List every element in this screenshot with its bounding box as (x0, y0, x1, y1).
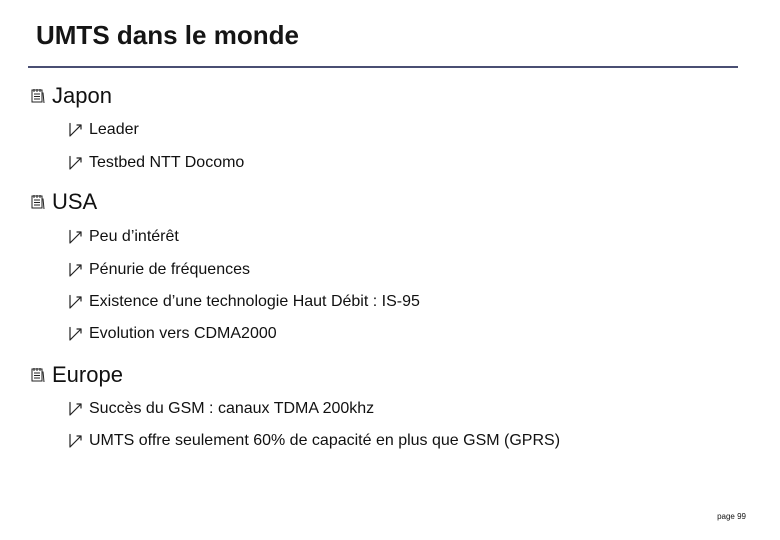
list-item-text: Peu d’intérêt (89, 228, 179, 245)
section-label: Europe (52, 362, 123, 387)
checkmark-icon (67, 401, 83, 417)
section-japon (30, 84, 112, 108)
checkmark-icon (67, 229, 83, 245)
list-item-text: Leader (89, 121, 139, 138)
section-label: USA (52, 189, 98, 214)
notepad-icon (30, 88, 46, 104)
list-item-text: UMTS offre seulement 60% de capacité en plus que GSM (GPRS) (89, 432, 561, 449)
checkmark-icon (67, 262, 83, 278)
notepad-icon (30, 367, 46, 383)
list-item (67, 431, 560, 451)
list-item (67, 260, 250, 280)
checkmark-icon (67, 155, 83, 171)
list-item-text: Pénurie de fréquences (89, 261, 250, 278)
list-item (67, 153, 244, 173)
list-item (67, 227, 179, 247)
list-item (67, 120, 139, 140)
list-item (67, 324, 277, 344)
list-item (67, 292, 420, 312)
section-label: Japon (52, 83, 112, 108)
checkmark-icon (67, 326, 83, 342)
checkmark-icon (67, 122, 83, 138)
checkmark-icon (67, 294, 83, 310)
list-item-text: Existence d’une technologie Haut Débit : IS-95 (89, 293, 420, 310)
page-number: page 99 (717, 512, 746, 521)
section-europe (30, 363, 123, 387)
slide-title: UMTS dans le monde (36, 20, 299, 50)
list-item-text: Succès du GSM : canaux TDMA 200khz (89, 400, 375, 417)
title-divider (28, 66, 738, 68)
list-item-text: Testbed NTT Docomo (89, 154, 245, 171)
list-item-text: Evolution vers CDMA2000 (89, 325, 277, 342)
section-usa (30, 190, 97, 214)
notepad-icon (30, 194, 46, 210)
checkmark-icon (67, 433, 83, 449)
list-item (67, 399, 374, 419)
